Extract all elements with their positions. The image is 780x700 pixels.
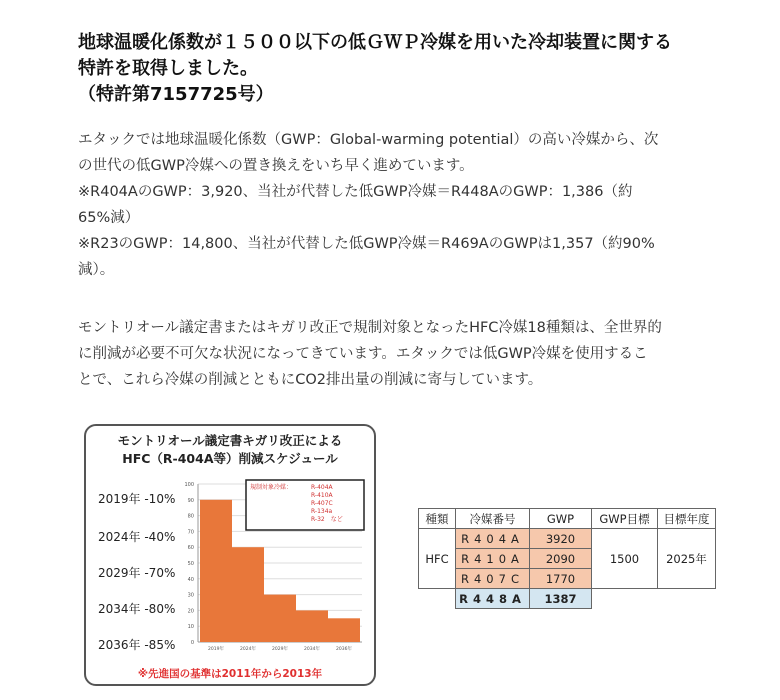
- x-tick-label: 2034年: [304, 647, 320, 652]
- legend-item: R-407C: [311, 500, 333, 507]
- gwp-cell: 2090: [530, 549, 592, 569]
- legend-item: R-134a: [311, 508, 333, 515]
- paragraph-line: とで、これら冷媒の削減とともにCO2排出量の削減に寄与しています。: [78, 372, 543, 388]
- bar: [200, 500, 232, 642]
- table-header-row: [419, 509, 716, 529]
- header-type: 種類: [419, 509, 456, 529]
- article-heading: [78, 30, 738, 108]
- reduction-schedule-chart-card: [84, 424, 376, 686]
- x-tick-label: 2024年: [240, 647, 256, 652]
- gwp-target-cell: 1500: [592, 529, 658, 589]
- y-tick-label: 40: [187, 576, 194, 583]
- reduction-bar-chart: [176, 476, 366, 658]
- paragraph-line: モントリオール議定書またはキガリ改正で規制対象となったHFC冷媒18種類は、全世界的: [78, 320, 662, 336]
- paragraph-line: の世代の低GWP冷媒への置き換えをいち早く進めています。: [78, 158, 474, 174]
- y-tick-label: 30: [187, 592, 194, 599]
- y-tick-label: 70: [187, 529, 194, 536]
- category-label: 2019年 -10%: [98, 492, 176, 506]
- paragraph-line: 減）。: [78, 262, 115, 278]
- legend-item: R-404A: [311, 484, 333, 491]
- table-row: [419, 529, 716, 549]
- x-tick-label: 2036年: [336, 647, 352, 652]
- header-gwp: GWP: [530, 509, 592, 529]
- heading-line-3: （特許第7157725号）: [78, 84, 274, 105]
- x-tick-label: 2029年: [272, 647, 288, 652]
- category-label: 2024年 -40%: [98, 530, 176, 544]
- header-target-year: 目標年度: [658, 509, 716, 529]
- refrigerant-cell: R404A: [456, 529, 530, 549]
- y-tick-label: 60: [187, 545, 194, 552]
- gwp-cell: 1387: [530, 589, 592, 609]
- type-cell: HFC: [419, 529, 456, 589]
- y-tick-label: 100: [184, 482, 194, 488]
- heading-line-2: 特許を取得しました。: [78, 58, 258, 79]
- gwp-cell: 3920: [530, 529, 592, 549]
- paragraph-line: エタックでは地球温暖化係数（GWP：Global-warming potential）の高い冷媒から、次: [78, 132, 659, 148]
- gwp-cell: 1770: [530, 569, 592, 589]
- y-tick-label: 0: [190, 640, 194, 646]
- header-refrigerant: 冷媒番号: [456, 509, 530, 529]
- regulation-paragraph: [78, 315, 728, 393]
- y-tick-label: 90: [187, 497, 194, 504]
- paragraph-line: 65%減）: [78, 210, 140, 226]
- bar: [232, 547, 264, 642]
- paragraph-line: に削減が必要不可欠な状況になってきています。エタックでは低GWP冷媒を使用するこ: [78, 346, 648, 362]
- header-gwp-target: GWP目標: [592, 509, 658, 529]
- y-tick-label: 50: [187, 561, 194, 567]
- y-tick-label: 20: [187, 608, 194, 615]
- bar: [264, 595, 296, 642]
- paragraph-line: ※R404AのGWP：3,920、当社が代替した低GWP冷媒＝R448AのGWP：1,386（約: [78, 184, 633, 200]
- refrigerant-cell: R410A: [456, 549, 530, 569]
- target-year-cell: 2025年: [658, 529, 716, 589]
- category-label: 2036年 -85%: [98, 638, 176, 652]
- paragraph-line: ※R23のGWP：14,800、当社が代替した低GWP冷媒＝R469AのGWPは1,357（約90%: [78, 236, 655, 252]
- bar: [296, 610, 328, 642]
- legend-item: R-32 など: [311, 516, 343, 523]
- category-label: 2034年 -80%: [98, 602, 176, 616]
- legend-item: R-410A: [311, 492, 333, 499]
- chart-title: [86, 432, 374, 468]
- chart-title-line-1: モントリオール議定書キガリ改正による: [117, 433, 343, 448]
- chart-footnote: ※先進国の基準は2011年から2013年: [137, 668, 323, 680]
- refrigerant-cell: R448A: [456, 589, 530, 609]
- y-tick-label: 80: [187, 513, 194, 520]
- category-label: 2029年 -70%: [98, 566, 176, 580]
- y-tick-label: 10: [187, 624, 194, 631]
- heading-line-1: 地球温暖化係数が１５００以下の低ＧＷＰ冷媒を用いた冷却装置に関する: [78, 32, 672, 53]
- x-tick-label: 2019年: [208, 647, 224, 652]
- bar: [328, 618, 360, 642]
- refrigerant-cell: R407C: [456, 569, 530, 589]
- gwp-table: [418, 508, 716, 609]
- legend-title: 規制対象冷媒：: [250, 484, 293, 491]
- intro-paragraph: [78, 127, 728, 283]
- table-row: [419, 589, 716, 609]
- chart-title-line-2: HFC（R-404A等）削減スケジュール: [122, 451, 338, 466]
